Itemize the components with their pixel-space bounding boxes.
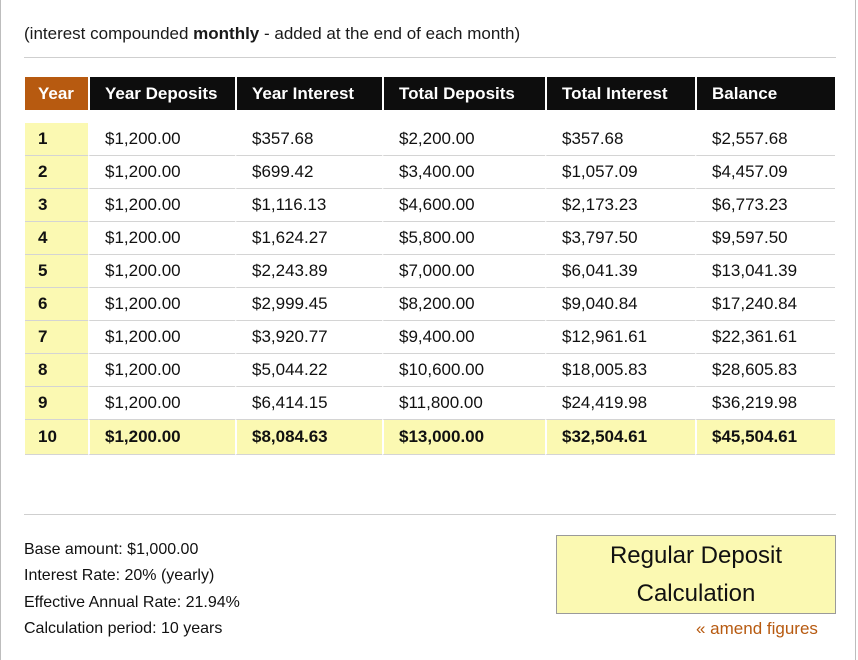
cell-total-deposits: $3,400.00 [382, 156, 545, 189]
cell-year-interest: $2,999.45 [235, 288, 382, 321]
cell-year-interest: $3,920.77 [235, 321, 382, 354]
cell-year: 10 [25, 420, 88, 455]
cell-year: 9 [25, 387, 88, 420]
cell-year-interest: $6,414.15 [235, 387, 382, 420]
note-frequency: monthly [193, 24, 260, 43]
table-row [25, 420, 835, 455]
compounding-note [24, 24, 520, 44]
cell-year-interest: $699.42 [235, 156, 382, 189]
header-year: Year [25, 77, 88, 110]
cell-year-deposits: $1,200.00 [88, 288, 235, 321]
cell-total-interest: $24,419.98 [545, 387, 695, 420]
cell-balance: $6,773.23 [695, 189, 835, 222]
cell-total-interest: $18,005.83 [545, 354, 695, 387]
cell-total-interest: $9,040.84 [545, 288, 695, 321]
spacer-cell [25, 110, 835, 123]
cell-total-deposits: $7,000.00 [382, 255, 545, 288]
cell-total-deposits: $13,000.00 [382, 420, 545, 455]
cell-balance: $22,361.61 [695, 321, 835, 354]
cell-total-interest: $1,057.09 [545, 156, 695, 189]
summary-base-amount: Base amount: $1,000.00 [24, 541, 199, 558]
table-row [25, 321, 835, 354]
cell-year-deposits: $1,200.00 [88, 255, 235, 288]
top-divider [24, 57, 836, 58]
cell-total-deposits: $2,200.00 [382, 123, 545, 156]
summary-effective-rate: Effective Annual Rate: 21.94% [24, 593, 240, 611]
cell-balance: $17,240.84 [695, 288, 835, 321]
cell-year-deposits: $1,200.00 [88, 189, 235, 222]
cell-total-interest: $6,041.39 [545, 255, 695, 288]
cell-total-interest: $2,173.23 [545, 189, 695, 222]
summary-interest-rate: Interest Rate: 20% (yearly) [24, 567, 215, 585]
cell-year-interest: $2,243.89 [235, 255, 382, 288]
table-row [25, 354, 835, 387]
cell-total-interest: $3,797.50 [545, 222, 695, 255]
header-total-interest: Total Interest [545, 77, 695, 110]
cell-balance: $36,219.98 [695, 387, 835, 420]
cell-year: 7 [25, 321, 88, 354]
note-prefix: (interest compounded [24, 24, 194, 43]
cell-year: 3 [25, 189, 88, 222]
header-row [25, 77, 835, 110]
cell-total-deposits: $10,600.00 [382, 354, 545, 387]
cell-year-deposits: $1,200.00 [88, 156, 235, 189]
cell-year-interest: $1,624.27 [235, 222, 382, 255]
table-row [25, 123, 835, 156]
calculation-type-box [556, 535, 836, 614]
table-row [25, 288, 835, 321]
cell-total-deposits: $8,200.00 [382, 288, 545, 321]
cell-total-deposits: $4,600.00 [382, 189, 545, 222]
table-row [25, 156, 835, 189]
table-row [25, 222, 835, 255]
cell-balance: $2,557.68 [695, 123, 835, 156]
cell-balance: $45,504.61 [695, 420, 835, 455]
cell-year-interest: $8,084.63 [235, 420, 382, 455]
cell-total-interest: $357.68 [545, 123, 695, 156]
cell-total-deposits: $11,800.00 [382, 387, 545, 420]
header-year-interest: Year Interest [235, 77, 382, 110]
cell-year: 8 [25, 354, 88, 387]
cell-total-deposits: $9,400.00 [382, 321, 545, 354]
cell-year: 2 [25, 156, 88, 189]
header-spacer [25, 110, 835, 123]
note-suffix: - added at the end of each month) [259, 24, 521, 43]
summary-panel [24, 537, 240, 642]
amend-figures-link[interactable]: « amend figures [696, 619, 818, 638]
cell-year-interest: $5,044.22 [235, 354, 382, 387]
cell-year: 5 [25, 255, 88, 288]
cell-year-deposits: $1,200.00 [88, 354, 235, 387]
header-year-deposits: Year Deposits [88, 77, 235, 110]
cell-year: 6 [25, 288, 88, 321]
calc-box-line2: Calculation [636, 580, 756, 607]
cell-year: 4 [25, 222, 88, 255]
cell-year-deposits: $1,200.00 [88, 321, 235, 354]
cell-year-interest: $357.68 [235, 123, 382, 156]
cell-balance: $4,457.09 [695, 156, 835, 189]
cell-balance: $13,041.39 [695, 255, 835, 288]
cell-year-deposits: $1,200.00 [88, 222, 235, 255]
cell-year-deposits: $1,200.00 [88, 387, 235, 420]
cell-year-deposits: $1,200.00 [88, 123, 235, 156]
cell-total-interest: $32,504.61 [545, 420, 695, 455]
summary-period: Calculation period: 10 years [24, 619, 223, 637]
header-balance: Balance [695, 77, 835, 110]
cell-total-interest: $12,961.61 [545, 321, 695, 354]
results-table [25, 77, 835, 455]
bottom-divider [24, 514, 836, 515]
calc-box-line1: Regular Deposit [609, 542, 783, 569]
cell-year-deposits: $1,200.00 [88, 420, 235, 455]
header-total-deposits: Total Deposits [382, 77, 545, 110]
cell-year: 1 [25, 123, 88, 156]
table-row [25, 255, 835, 288]
table-body [25, 110, 835, 455]
table-row [25, 189, 835, 222]
cell-balance: $9,597.50 [695, 222, 835, 255]
cell-year-interest: $1,116.13 [235, 189, 382, 222]
cell-total-deposits: $5,800.00 [382, 222, 545, 255]
cell-balance: $28,605.83 [695, 354, 835, 387]
table-row [25, 387, 835, 420]
